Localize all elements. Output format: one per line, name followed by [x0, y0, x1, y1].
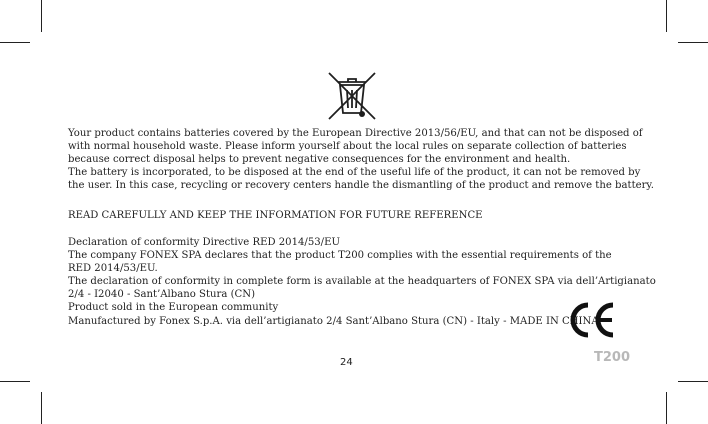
crop-mark: [678, 42, 708, 43]
text-line: The company FONEX SPA declares that the product T200 complies with the essential requirements of the: [68, 250, 612, 262]
text-line: Manufactured by Fonex S.p.A. via dell’artigianato 2/4 Sant’Albano Stura (CN) - Italy - MADE IN CHINA: [68, 315, 599, 327]
text-line: Declaration of conformity Directive RED 2014/53/EU: [68, 237, 340, 248]
page-number: 24: [340, 357, 353, 368]
text-line: with normal household waste. Please inform yourself about the local rules on separate collection of batteries: [68, 141, 627, 153]
text-line: RED 2014/53/EU.: [68, 263, 158, 275]
crop-mark: [0, 381, 30, 382]
crop-mark: [666, 0, 667, 32]
text-line: Product sold in the European community: [68, 302, 279, 314]
text-line: the user. In this case, recycling or recovery centers handle the dismantling of the product and remove the battery.: [68, 180, 654, 192]
crop-mark: [678, 381, 708, 382]
battery-disposal-paragraph: [68, 127, 654, 192]
warning-notice: [68, 209, 648, 222]
text-line: Your product contains batteries covered by the European Directive 2013/56/EU, and that can not be disposed of: [68, 128, 643, 139]
crossed-out-wheelie-bin-icon: [326, 70, 378, 122]
text-line: 2/4 - I2040 - Sant’Albano Stura (CN): [68, 289, 256, 301]
warning-text: READ CAREFULLY AND KEEP THE INFORMATION FOR FUTURE REFERENCE: [68, 210, 483, 221]
ce-mark-icon: [566, 300, 618, 340]
model-label: T200: [594, 350, 631, 365]
crop-mark: [0, 42, 30, 43]
text-line: The declaration of conformity in complete form is available at the headquarters of FONEX SPA via dell’Artigianato: [68, 276, 656, 288]
text-line: The battery is incorporated, to be disposed at the end of the useful life of the product, it can not be removed by: [68, 167, 641, 179]
text-line: because correct disposal helps to prevent negative consequences for the environment and health.: [68, 154, 571, 166]
crop-mark: [41, 392, 42, 424]
conformity-paragraph: [68, 236, 656, 328]
crop-mark: [41, 0, 42, 32]
crop-mark: [666, 392, 667, 424]
